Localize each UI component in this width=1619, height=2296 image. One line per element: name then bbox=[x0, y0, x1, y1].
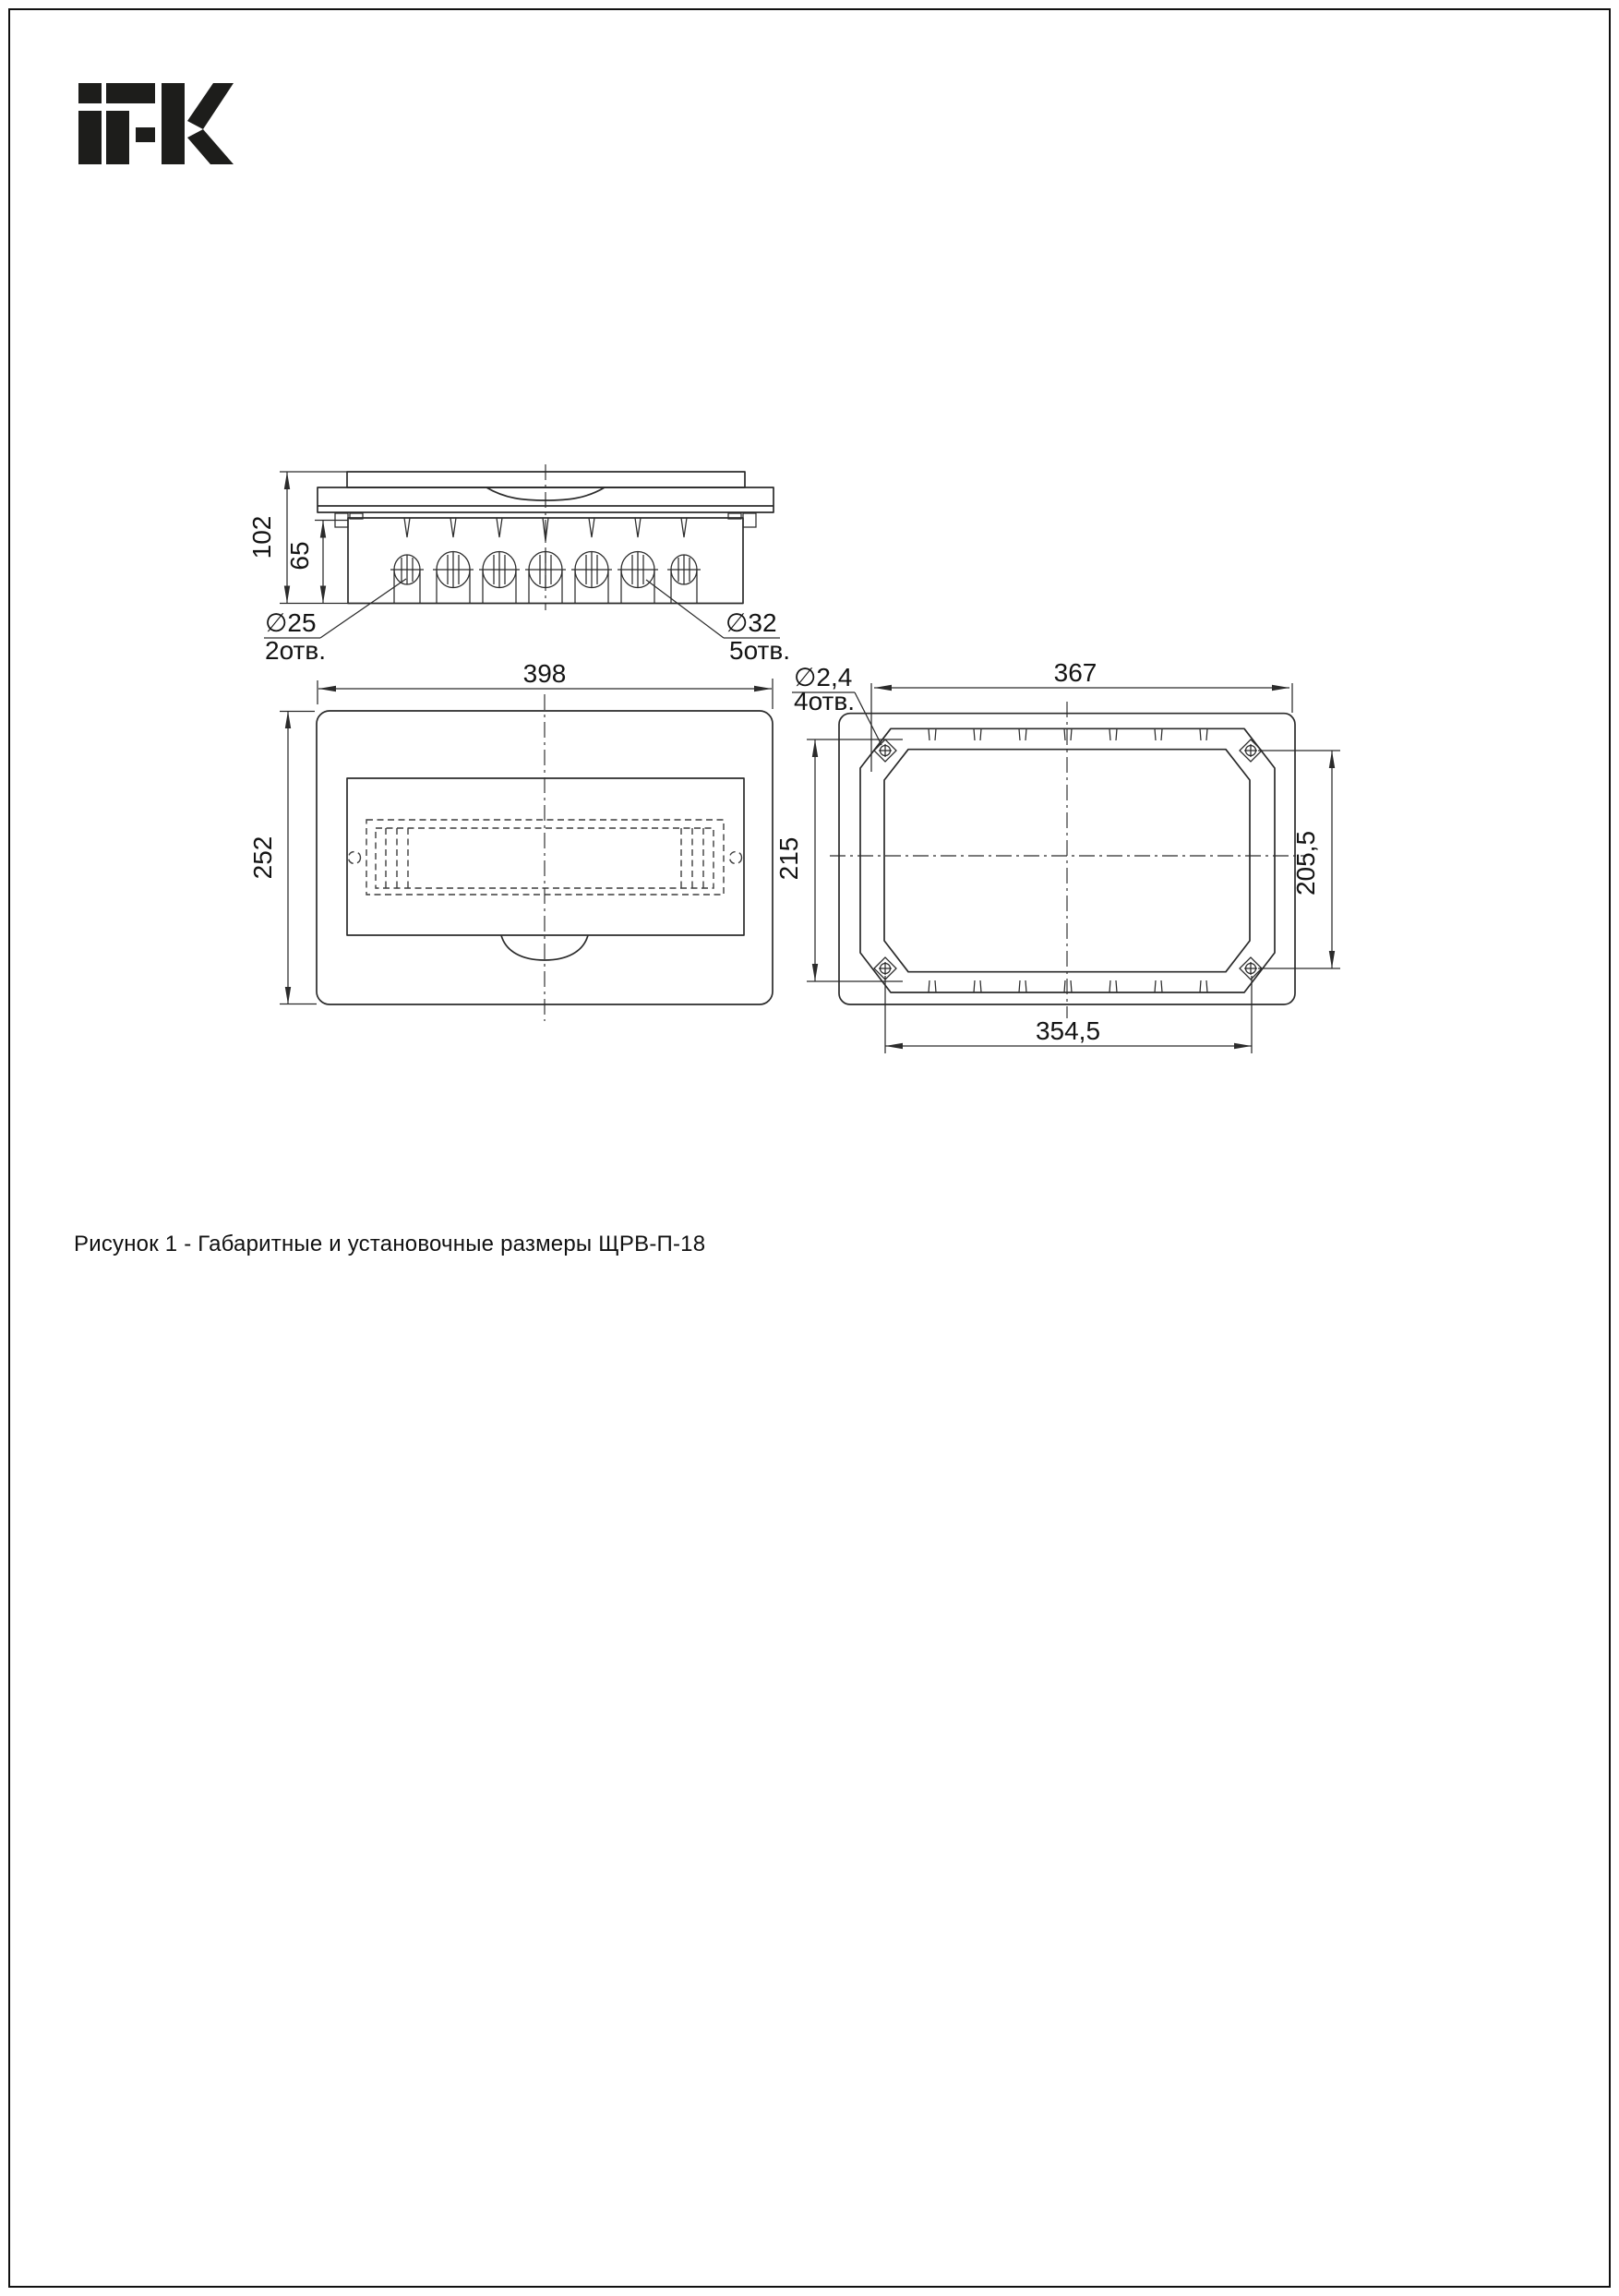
rear-mounting-view bbox=[774, 658, 1340, 1053]
front-view-screw-mark-left bbox=[349, 852, 361, 864]
label-count-4otv: 4отв. bbox=[794, 687, 856, 715]
front-view-screw-mark-right bbox=[730, 852, 742, 864]
dim-label-102: 102 bbox=[247, 515, 276, 559]
knockout-hole-large bbox=[479, 552, 520, 604]
label-count-5otv: 5отв. bbox=[729, 636, 791, 665]
rear-view-mounting-holes bbox=[874, 739, 1262, 980]
dim-label-252: 252 bbox=[248, 835, 277, 880]
dim-label-367: 367 bbox=[1053, 658, 1097, 687]
dimension-252 bbox=[248, 711, 317, 1004]
mounting-hole bbox=[874, 739, 896, 762]
label-dia-25: ∅25 bbox=[265, 608, 317, 637]
top-profile-view bbox=[247, 464, 790, 665]
front-view-door-frame bbox=[347, 778, 744, 935]
label-count-2otv: 2отв. bbox=[265, 636, 327, 665]
dim-label-398: 398 bbox=[522, 659, 567, 688]
label-holes-2-4 bbox=[792, 663, 881, 745]
dim-label-354-5: 354,5 bbox=[1035, 1016, 1101, 1045]
label-dia-32: ∅32 bbox=[726, 608, 777, 637]
top-view-clip-right bbox=[728, 513, 756, 527]
dimension-65 bbox=[285, 521, 348, 604]
dim-label-205-5: 205,5 bbox=[1291, 830, 1320, 896]
label-holes-32 bbox=[646, 580, 790, 665]
front-view bbox=[248, 659, 773, 1021]
knockout-hole-small bbox=[667, 555, 701, 604]
knockout-hole-large bbox=[618, 552, 658, 604]
knockout-hole-large bbox=[571, 552, 612, 604]
dimension-354-5 bbox=[885, 976, 1252, 1053]
figure-caption: Рисунок 1 - Габаритные и установочные размеры ЩРВ-П-18 bbox=[74, 1232, 706, 1256]
label-dia-2-4: ∅2,4 bbox=[794, 663, 853, 691]
dimension-102 bbox=[247, 472, 348, 604]
knockout-hole-large bbox=[433, 552, 474, 604]
dim-label-65: 65 bbox=[285, 541, 314, 571]
knockout-hole-small bbox=[390, 555, 424, 604]
dim-label-215: 215 bbox=[774, 836, 803, 881]
dimension-205-5 bbox=[1258, 751, 1340, 968]
rear-view-rib-ticks bbox=[929, 728, 1207, 992]
